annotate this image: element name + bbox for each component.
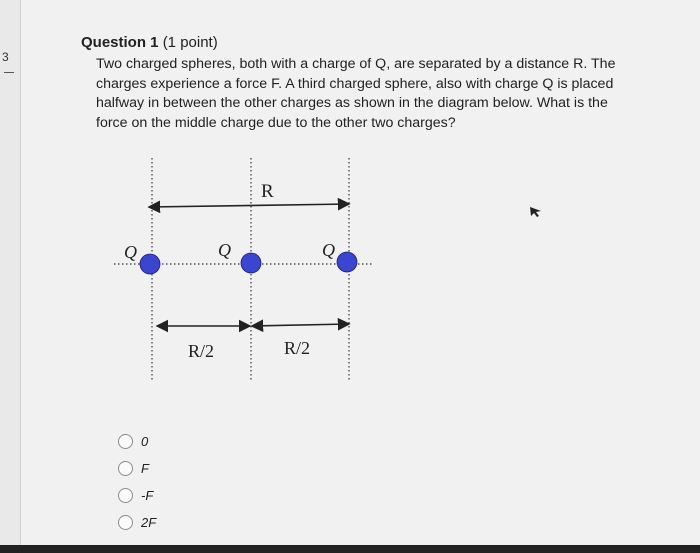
charge-sphere-left	[140, 254, 160, 274]
option-negative-f[interactable]	[118, 482, 156, 509]
option-label: 2F	[141, 515, 157, 530]
option-label: F	[141, 461, 149, 476]
option-label: -F	[141, 488, 154, 503]
mouse-cursor-icon	[530, 205, 544, 217]
question-title: Question 1	[81, 34, 159, 51]
page-edge	[0, 0, 21, 553]
charge-sphere-right	[337, 252, 357, 272]
answer-options	[118, 428, 156, 536]
charge-label-middle: Q	[218, 240, 231, 260]
radio-button[interactable]	[118, 488, 133, 503]
distance-r-label: R	[261, 181, 274, 202]
half-distance-left-label: R/2	[188, 341, 215, 361]
option-f[interactable]	[118, 455, 156, 482]
charge-diagram	[100, 150, 400, 390]
radio-button[interactable]	[118, 515, 133, 530]
side-dash	[4, 72, 14, 73]
charge-label-left: Q	[124, 242, 137, 262]
bottom-bar	[0, 545, 700, 553]
half-distance-right-arrow	[252, 324, 349, 326]
option-label: 0	[141, 434, 149, 449]
question-text: Two charged spheres, both with a charge of Q, are separated by a distance R. The charges experience a force F. A third charged sphere, also with charge Q is placed halfway in between the other charges as shown in the diagram below. What is the force on the middle charge due to the other two charges?	[96, 56, 616, 131]
option-0[interactable]	[118, 428, 156, 455]
charge-sphere-middle	[241, 253, 261, 273]
radio-button[interactable]	[118, 461, 133, 476]
question-header	[81, 34, 218, 51]
charge-label-right: Q	[322, 240, 335, 260]
distance-r-arrow	[149, 204, 349, 207]
question-points: (1 point)	[162, 34, 218, 51]
half-distance-right-label: R/2	[284, 338, 311, 358]
side-number: 3	[2, 50, 9, 64]
option-2f[interactable]	[118, 509, 156, 536]
radio-button[interactable]	[118, 434, 133, 449]
